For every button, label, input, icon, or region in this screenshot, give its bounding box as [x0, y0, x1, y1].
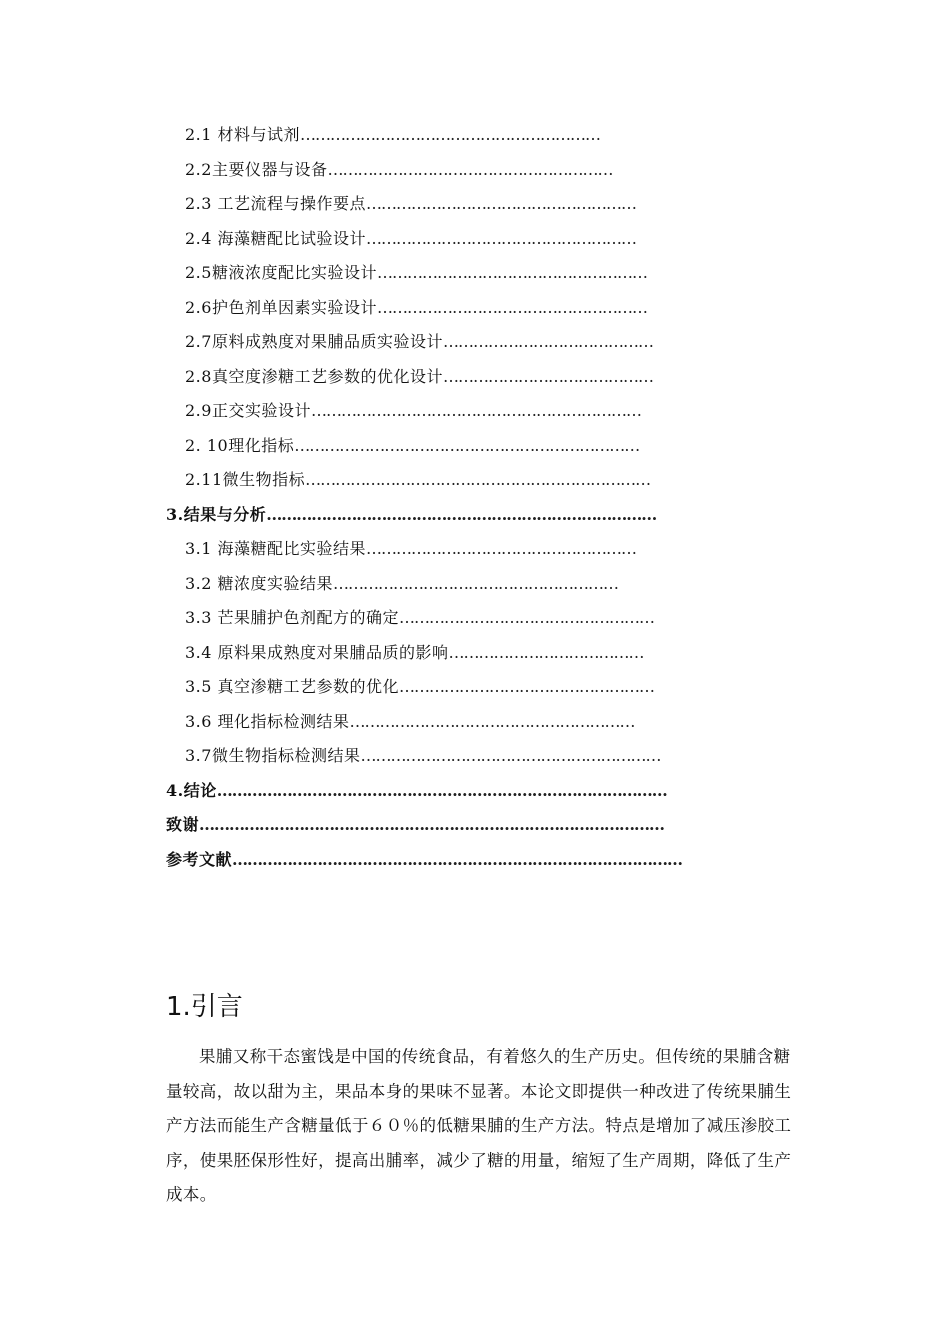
- toc-entry-title: 参考文献: [166, 849, 233, 869]
- toc-entry-title: 2.2主要仪器与设备: [185, 159, 328, 179]
- toc-leader-dots: …………………………………………………: [333, 573, 619, 593]
- toc-entry-2-2[interactable]: [0, 153, 950, 188]
- toc-entry-title: 3.2 糖浓度实验结果: [185, 573, 334, 593]
- toc-entry-acknowledgements[interactable]: [0, 808, 950, 843]
- toc-entry-title: 2.1 材料与试剂: [185, 125, 301, 144]
- toc-leader-dots: ………………………………………………: [366, 539, 637, 558]
- toc-entry-title: 3.7微生物指标检测结果: [185, 746, 361, 765]
- toc-entry-3-5[interactable]: [0, 670, 950, 705]
- toc-entry-title: 2.9正交实验设计: [185, 401, 311, 420]
- toc-entry-3-4[interactable]: [0, 636, 950, 671]
- toc-entry-3-1[interactable]: [0, 532, 950, 567]
- toc-entry-3-3[interactable]: [0, 601, 950, 636]
- toc-leader-dots: ………………………………………………: [376, 297, 647, 317]
- toc-entry-title: 2.4 海藻糖配比试验设计: [185, 228, 367, 248]
- toc-entry-3-2[interactable]: [0, 567, 950, 602]
- toc-entry-2-5[interactable]: [0, 256, 950, 291]
- intro-paragraph: 果脯又称干态蜜饯是中国的传统食品，有着悠久的生产历史。但传统的果脯含糖量较高，故以甜为主，果品本身的果味不显著。本论文即提供一种改进了传统果脯生产方法而能生产含糖量低于６０％的低糖果脯的生产方法。特点是增加了减压渗胶工序，使果胚保形性好，提高出脯率，减少了糖的用量，缩短了生产周期，降低了生产成本。: [166, 1047, 792, 1204]
- toc-entry-3[interactable]: [0, 498, 950, 533]
- toc-leader-dots: ………………………………………………………………………………: [216, 780, 667, 800]
- toc-entry-2-10[interactable]: [0, 429, 950, 464]
- toc-entry-title: 3.3 芒果脯护色剂配方的确定: [185, 608, 400, 627]
- toc-entry-title: 2.6护色剂单因素实验设计: [185, 297, 377, 317]
- toc-entry-title: 3.1 海藻糖配比实验结果: [185, 539, 367, 558]
- toc-entry-references[interactable]: [0, 843, 950, 878]
- toc-leader-dots: …………………………………………………: [349, 711, 635, 731]
- toc-entry-2-7[interactable]: [0, 325, 950, 360]
- toc-leader-dots: ……………………………………: [442, 332, 653, 351]
- toc-leader-dots: ………………………………………………………………………………: [232, 849, 683, 869]
- toc-entry-2-8[interactable]: [0, 360, 950, 395]
- toc-leader-dots: ………………………………………………: [366, 228, 637, 248]
- toc-leader-dots: ……………………………………………………………: [294, 435, 640, 455]
- toc-entry-title: 2.11微生物指标: [185, 470, 306, 489]
- toc-entry-2-3[interactable]: [0, 187, 950, 222]
- toc-entry-title: 2.5糖液浓度配比实验设计: [185, 263, 377, 282]
- toc-leader-dots: ………………………………………………: [376, 263, 647, 282]
- toc-leader-dots: …………………………………………………………: [310, 401, 641, 420]
- toc-entry-title: 3.4 原料果成熟度对果脯品质的影响: [185, 642, 449, 662]
- toc-entry-title: 3.结果与分析: [166, 504, 267, 524]
- toc-entry-title: 2.7原料成熟度对果脯品质实验设计: [185, 332, 443, 351]
- toc-leader-dots: ………………………………………………: [366, 194, 637, 213]
- toc-entry-title: 致谢: [166, 815, 200, 834]
- toc-entry-3-6[interactable]: [0, 705, 950, 740]
- toc-leader-dots: …………………………………………………………………………………: [199, 815, 665, 834]
- toc-leader-dots: ……………………………………: [442, 366, 653, 386]
- toc-entry-title: 2. 10理化指标: [185, 435, 295, 455]
- toc-entry-2-4[interactable]: [0, 222, 950, 257]
- toc-leader-dots: ……………………………………………: [399, 608, 655, 627]
- toc-leader-dots: ……………………………………………: [399, 677, 655, 696]
- toc-entry-title: 2.8真空度渗糖工艺参数的优化设计: [185, 366, 443, 386]
- toc-leader-dots: ……………………………………………………………: [305, 470, 651, 489]
- toc-leader-dots: ……………………………………………………: [300, 125, 601, 144]
- toc-entry-2-1[interactable]: [0, 118, 950, 153]
- toc-leader-dots: …………………………………………………: [327, 159, 613, 179]
- section-heading: 1.引言: [166, 992, 243, 1022]
- toc-leader-dots: …………………………………: [448, 642, 644, 662]
- table-of-contents: [0, 118, 950, 877]
- toc-entry-title: 4.结论: [166, 780, 217, 800]
- toc-entry-3-7[interactable]: [0, 739, 950, 774]
- toc-leader-dots: ……………………………………………………………………: [266, 504, 657, 524]
- toc-entry-title: 2.3 工艺流程与操作要点: [185, 194, 367, 213]
- toc-entry-2-6[interactable]: [0, 291, 950, 326]
- toc-entry-4[interactable]: [0, 774, 950, 809]
- toc-entry-2-11[interactable]: [0, 463, 950, 498]
- toc-entry-title: 3.5 真空渗糖工艺参数的优化: [185, 677, 400, 696]
- toc-leader-dots: ……………………………………………………: [360, 746, 661, 765]
- toc-entry-2-9[interactable]: [0, 394, 950, 429]
- toc-entry-title: 3.6 理化指标检测结果: [185, 711, 350, 731]
